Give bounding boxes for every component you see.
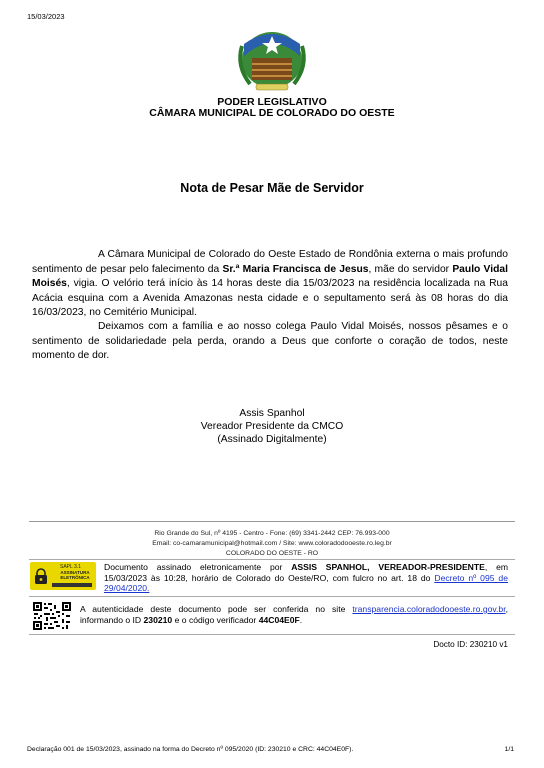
- document-id: Docto ID: 230210 v1: [433, 640, 508, 649]
- auth-text-1: A autenticidade deste documento pode ser conferida no site: [80, 604, 353, 614]
- document-title: Nota de Pesar Mãe de Servidor: [180, 181, 364, 195]
- authenticity-text: [80, 604, 508, 625]
- org-line-2: CÂMARA MUNICIPAL DE COLORADO DO OESTE: [149, 107, 395, 119]
- auth-text-4: .: [299, 614, 303, 625]
- qr-code: [32, 601, 72, 631]
- footer-city: COLORADO DO OESTE - RO: [225, 550, 319, 557]
- p1-text-3: , vigia. O velório terá início às 14 horas deste dia 15/03/2023 na residência localizada na Rua Acácia esquina com a Avenida Amazonas nesta cidade e o sepultamento será às 08 horas do dia 16/03/2023, no Cemitério Municipal.: [32, 278, 508, 318]
- signature-box-top: [29, 559, 515, 560]
- p2-text: Deixamos com a família e ao nosso colega Paulo Vidal Moisés, nossos pêsames e o sentimento de solidariedade pela perda, orando a Deus que conforte o coração de todos, neste momento de dor.: [32, 321, 508, 361]
- p1-employee-name: Paulo Vidal Moisés: [32, 263, 508, 289]
- electronic-signature-text: [104, 562, 508, 594]
- bottom-declaration: Declaração 001 de 15/03/2023, assinado na forma do Decreto nº 095/2020 (ID: 230210 e CRC: 44C04E0F).: [27, 746, 354, 753]
- paragraph-1: [32, 248, 508, 321]
- signature-box-middle: [29, 596, 515, 597]
- transparency-link[interactable]: transparencia.coloradodooeste.ro.gov.br: [352, 604, 506, 614]
- p1-text-2: , mãe do servidor: [368, 263, 453, 275]
- print-date: 15/03/2023: [27, 12, 65, 21]
- auth-doc-id: 230210: [143, 614, 173, 625]
- signer-note: (Assinado Digitalmente): [217, 434, 327, 445]
- electronic-signature-stamp: [30, 562, 96, 590]
- signed-text-1: Documento assinado eletronicamente por: [104, 562, 292, 572]
- stamp-bar: [52, 583, 92, 587]
- footer-divider: [29, 521, 515, 522]
- auth-verifier-code: 44C04E0F: [258, 614, 300, 625]
- paragraph-2: [32, 320, 508, 364]
- signature-box-bottom: [29, 634, 515, 635]
- stamp-label: ASSINATURA ELETRÔNICA: [60, 570, 90, 580]
- municipal-coat-of-arms: [232, 26, 312, 96]
- signer-role: Vereador Presidente da CMCO: [200, 421, 344, 432]
- decree-link[interactable]: Decreto nº 095 de 29/04/2020.: [104, 572, 508, 594]
- page-number: 1/1: [504, 746, 514, 753]
- lock-icon: [34, 568, 48, 584]
- stamp-brand: SAPL 3.1: [60, 564, 81, 570]
- signer-name: Assis Spanhol: [239, 408, 305, 419]
- footer-contact: Email: co-camaramunicipal@hotmail.com / Site: www.coloradodooeste.ro.leg.br: [152, 540, 392, 547]
- footer-address: Rio Grande do Sul, nº 4195 - Centro - Fone: (69) 3341-2442 CEP: 76.993-000: [154, 530, 390, 537]
- auth-text-3: e o código verificador: [172, 614, 259, 625]
- signed-text-2: , em 15/03/2023 às 10:28, horário de Colorado do Oeste/RO, com fulcro no art. 18 do: [104, 562, 509, 583]
- auth-text-2: , informando o ID: [80, 604, 508, 625]
- org-line-1: PODER LEGISLATIVO: [217, 96, 327, 108]
- p1-deceased-name: Sr.ª Maria Francisca de Jesus: [222, 263, 369, 275]
- signed-signer: ASSIS SPANHOL, VEREADOR-PRESIDENTE: [291, 562, 485, 572]
- p1-text-1: A Câmara Municipal de Colorado do Oeste Estado de Rondônia externa o mais profundo sentimento de pesar pelo falecimento da: [32, 249, 508, 275]
